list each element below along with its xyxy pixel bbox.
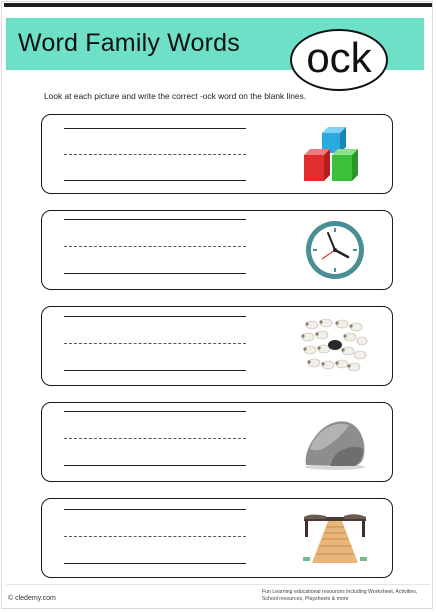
writing-line-top[interactable] [64, 509, 246, 510]
instructions-text: Look at each picture and write the correct -ock word on the blank lines. [44, 91, 307, 101]
word-family-bubble [290, 29, 388, 91]
answer-row-1 [41, 114, 393, 194]
writing-line-bottom[interactable] [64, 370, 246, 371]
wall-clock-icon [300, 219, 370, 281]
answer-row-4 [41, 402, 393, 482]
writing-line-mid[interactable] [64, 154, 246, 155]
writing-line-top[interactable] [64, 411, 246, 412]
title-banner [6, 18, 424, 81]
dock-icon [300, 507, 370, 569]
footer-tagline: Fun Learning educational resources including Worksheet, Activities, School resources, Playsheets & more [262, 589, 418, 603]
answer-row-3 [41, 306, 393, 386]
toy-blocks-icon [300, 123, 370, 185]
writing-line-bottom[interactable] [64, 180, 246, 181]
rock-icon [300, 411, 370, 473]
writing-line-bottom[interactable] [64, 465, 246, 466]
flock-of-sheep-icon [300, 315, 370, 377]
footer-divider [6, 584, 430, 585]
writing-line-top[interactable] [64, 316, 246, 317]
writing-line-mid[interactable] [64, 343, 246, 344]
answer-row-5 [41, 498, 393, 578]
copyright-text: © cledemy.com [8, 595, 56, 602]
answer-row-2 [41, 210, 393, 290]
writing-line-bottom[interactable] [64, 563, 246, 564]
page-title: Word Family Words [18, 29, 240, 57]
word-family-label: ock [306, 34, 372, 81]
writing-line-mid[interactable] [64, 438, 246, 439]
writing-line-top[interactable] [64, 128, 246, 129]
writing-line-mid[interactable] [64, 536, 246, 537]
writing-line-bottom[interactable] [64, 273, 246, 274]
top-rule [4, 3, 432, 7]
writing-line-top[interactable] [64, 219, 246, 220]
writing-line-mid[interactable] [64, 246, 246, 247]
